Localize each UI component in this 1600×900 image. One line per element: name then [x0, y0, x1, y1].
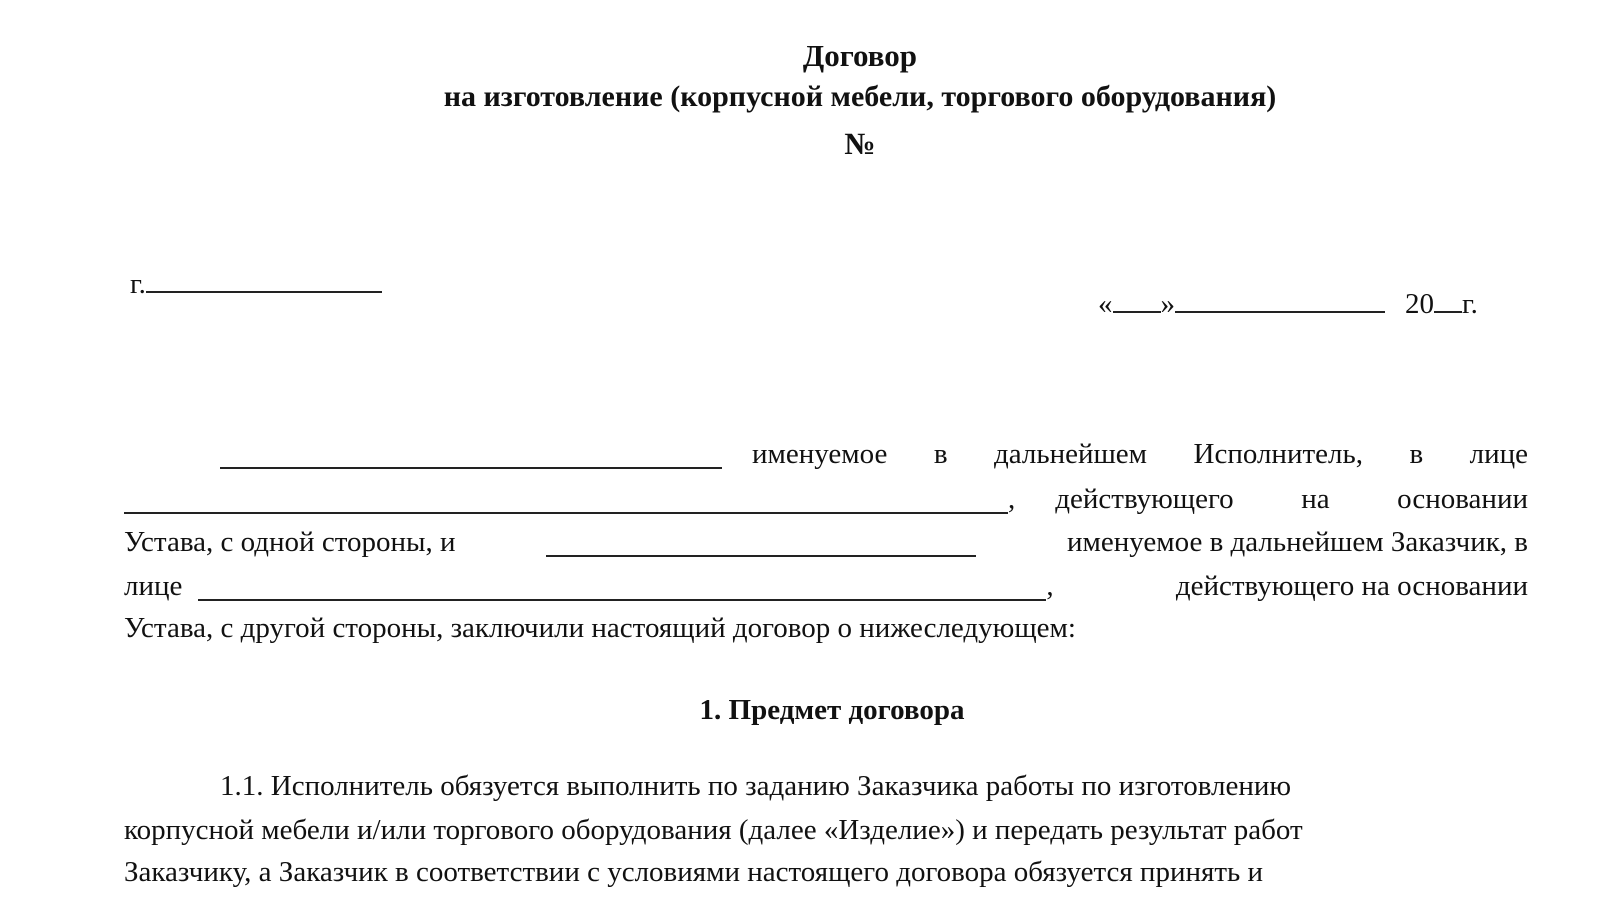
date-open-quote: « [1098, 288, 1113, 320]
year-blank [1434, 311, 1462, 313]
date-close-quote: » [1160, 288, 1175, 320]
city-blank [146, 291, 382, 293]
preamble-line-2: , действующего на основании [124, 485, 1528, 514]
preamble-line-1-text: именуемое в дальнейшем Исполнитель, в лице [752, 438, 1528, 470]
day-blank [1113, 311, 1161, 313]
preamble-line-4: лице , действующего на основании [124, 570, 1528, 602]
year-suffix: г. [1462, 288, 1478, 320]
preamble-line-2-text: действующего на основании [1055, 483, 1528, 515]
year-prefix: 20 [1405, 288, 1434, 320]
executor-representative-blank [124, 512, 1008, 514]
section-1-p1-line-2: корпусной мебели и/или торгового оборудования (далее «Изделие») и передать результат работ [124, 814, 1303, 846]
section-1-p1-line-1: 1.1. Исполнитель обязуется выполнить по заданию Заказчика работы по изготовлению [220, 770, 1292, 802]
month-blank [1175, 311, 1385, 313]
date-field [1098, 288, 1478, 321]
section-1-p1-line-3: Заказчику, а Заказчик в соответствии с условиями настоящего договора обязуется принять и [124, 856, 1264, 888]
customer-representative-blank [198, 599, 1046, 601]
preamble-line-3: Устава, с одной стороны, и именуемое в дальнейшем Заказчик, в [124, 526, 1528, 558]
preamble-line-1 [124, 440, 1528, 469]
preamble-line-5: Устава, с другой стороны, заключили настоящий договор о нижеследующем: [124, 612, 1076, 644]
section-1-title: 1. Предмет договора [699, 694, 965, 726]
document-number: № [844, 126, 876, 161]
executor-name-blank [220, 467, 722, 469]
document-subtitle: на изготовление (корпусной мебели, торгового оборудования) [443, 80, 1277, 113]
document-title: Договор [802, 38, 918, 73]
city-prefix: г. [130, 268, 146, 300]
customer-name-blank [546, 555, 976, 557]
city-field [130, 268, 382, 301]
